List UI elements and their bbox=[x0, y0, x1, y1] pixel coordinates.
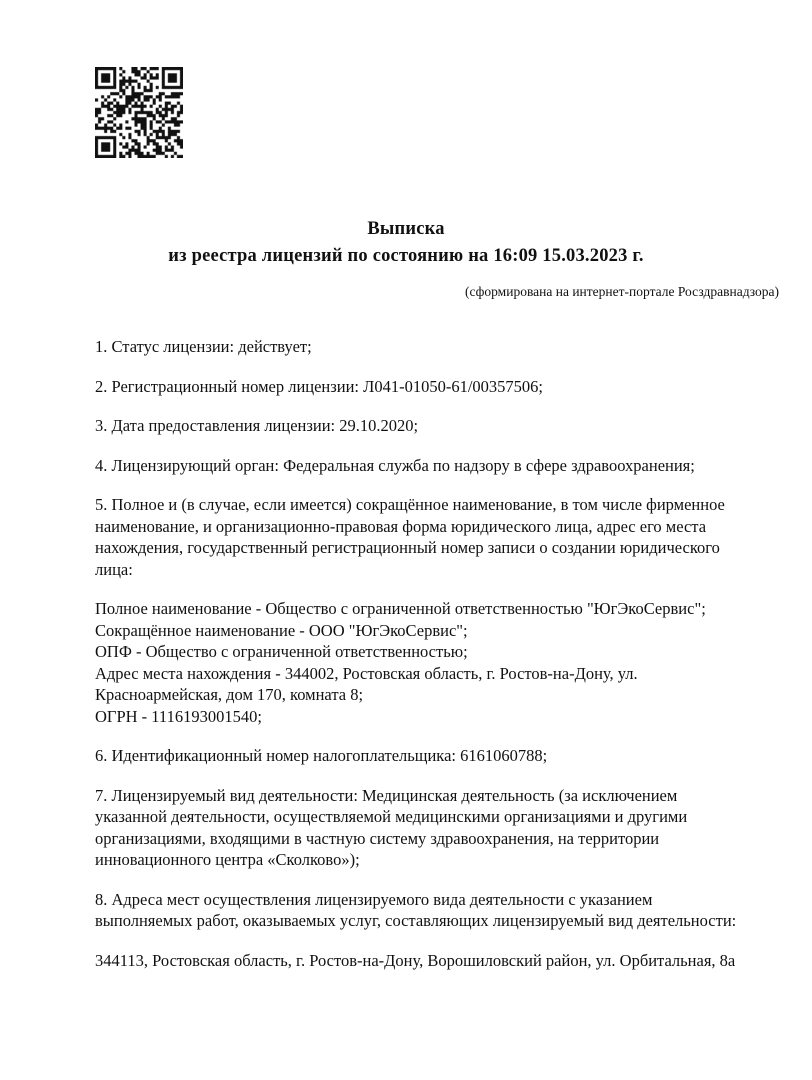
paragraph-activity-address: 344113, Ростовская область, г. Ростов-на-Дону, Ворошиловский район, ул. Орбитальная, 8а bbox=[95, 950, 736, 970]
company-detail-short-name: Сокращённое наименование - ООО "ЮгЭкоСервис"; bbox=[95, 620, 468, 640]
paragraph-registration-number: 2. Регистрационный номер лицензии: Л041-01050-61/00357506; bbox=[95, 376, 543, 396]
document-subtitle: (сформирована на интернет-портале Росздравнадзора) bbox=[464, 284, 779, 299]
page-title bbox=[0, 216, 812, 270]
company-details-block bbox=[95, 598, 750, 727]
company-detail-ogrn: ОГРН - 1116193001540; bbox=[95, 706, 262, 726]
paragraph-licensing-authority: 4. Лицензирующий орган: Федеральная служба по надзору в сфере здравоохранения; bbox=[95, 455, 695, 475]
company-detail-address: Адрес места нахождения - 344002, Ростовская область, г. Ростов-на-Дону, ул. Красноармейская, дом 170, комната 8; bbox=[95, 663, 638, 704]
paragraph-license-status: 1. Статус лицензии: действует; bbox=[95, 337, 312, 356]
paragraph-legal-entity-intro: 5. Полное и (в случае, если имеется) сокращённое наименование, в том числе фирменное наименование, и организационно-правовая форма юридического лица, адрес его места нахождения, государственный регистрационный номер записи о создании юридического лица: bbox=[95, 495, 725, 579]
page-title-line2: из реестра лицензий по состоянию на 16:09 15.03.2023 г. bbox=[168, 246, 644, 266]
company-detail-opf: ОПФ - Общество с ограниченной ответственностью; bbox=[95, 642, 468, 661]
paragraph-licensed-activity: 7. Лицензируемый вид деятельности: Медицинская деятельность (за исключением указанной деятельности, осуществляемой медицинскими организациями и другими организациями, входящими в частную систему здравоохранения, на территории инновационного центра «Сколково»); bbox=[95, 785, 688, 869]
document-body bbox=[95, 336, 750, 989]
paragraph-inn: 6. Идентификационный номер налогоплательщика: 6161060788; bbox=[95, 746, 548, 765]
paragraph-activity-addresses-intro: 8. Адреса мест осуществления лицензируемого вида деятельности с указанием выполняемых работ, оказываемых услуг, составляющих лицензируемый вид деятельности: bbox=[95, 889, 737, 930]
company-detail-full-name: Полное наименование - Общество с ограниченной ответственностью "ЮгЭкоСервис"; bbox=[95, 599, 706, 618]
qr-code-image bbox=[95, 67, 183, 158]
page-title-line1: Выписка bbox=[367, 219, 445, 239]
paragraph-license-date: 3. Дата предоставления лицензии: 29.10.2020; bbox=[95, 416, 419, 435]
